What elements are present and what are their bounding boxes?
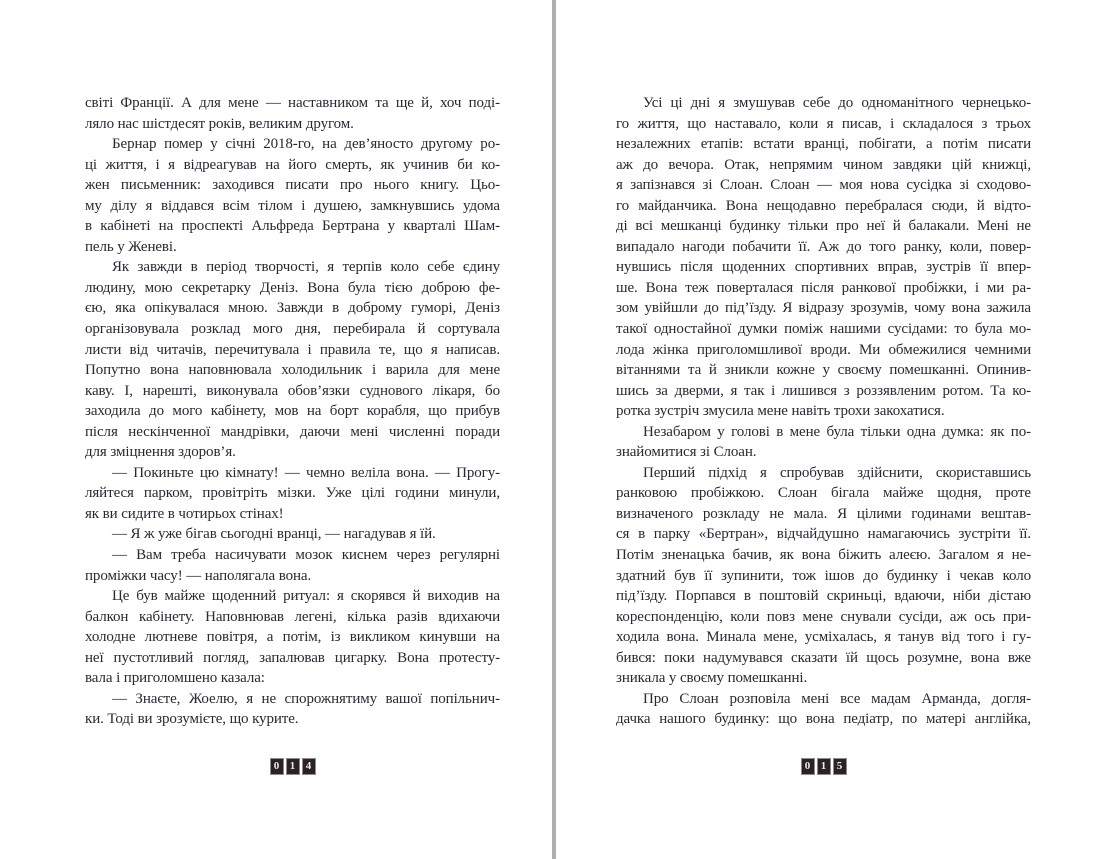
text-line: му ділу я віддався всім тілом і душею, замкнувшись удома xyxy=(85,197,500,214)
text-line: після нескінченної мандрівки, даючи мені численні поради xyxy=(85,423,500,440)
text-line: випадало нагоди побачити її. Аж до того ранку, коли, повер- xyxy=(616,238,1031,255)
text-line: ше. Вона теж поверталася після ранкової пробіжки, і ми ра- xyxy=(616,279,1031,296)
text-line: людину, мою секретарку Деніз. Вона була тією доброю фе- xyxy=(85,279,500,296)
text-line: зом увійшли до під’їзду. Я відразу зрозумів, чому вона зажила xyxy=(616,300,1031,317)
text-line: ці життя, і я відреагував на його смерть, як учинив би ко- xyxy=(85,156,500,173)
text-line: я запізнався зі Слоан. Слоан — моя нова сусідка зі сходово- xyxy=(616,177,1031,194)
text-line: знайомитися зі Слоан. xyxy=(616,444,757,461)
page-number-digit: 5 xyxy=(833,758,847,775)
text-line: ляйтеся парком, провітріть мізки. Уже цілі години минули, xyxy=(85,485,500,502)
text-line: аж до вечора. Отак, непрямим чином завдяки цій книжці, xyxy=(616,156,1031,173)
page-number-digit: 0 xyxy=(270,758,284,775)
text-line: бився: поки надумувався сказати їй щось розумне, вона вже xyxy=(616,649,1031,666)
page-number-digit: 1 xyxy=(817,758,831,775)
text-line: вала і приголомшено казала: xyxy=(85,670,265,687)
text-line: ді всі мешканці будинку тільки про неї й балакали. Мені не xyxy=(616,218,1031,235)
text-line: в кабінеті на проспекті Альфреда Бертрана у кварталі Шам- xyxy=(85,218,500,235)
page-right-number xyxy=(616,758,1031,775)
page-left-text xyxy=(85,93,500,730)
page-right-text xyxy=(616,93,1031,730)
text-line: заходила до мого кабінету, мов на борт корабля, що прибув xyxy=(85,403,500,420)
text-line: шись за дверми, я так і лишився з роззявленим ротом. Та ко- xyxy=(616,382,1031,399)
text-line: холодне лютневе повітря, а потім, із викликом кинувши на xyxy=(85,629,500,646)
page-number-digit: 4 xyxy=(302,758,316,775)
text-line: Бернар помер у січні 2018-го, на дев’яносто другому ро- xyxy=(112,136,500,153)
page-left-number xyxy=(85,758,500,775)
text-line: Незабаром у голові в мене була тільки одна думка: як по- xyxy=(643,423,1031,440)
text-line: здатний був її зупинити, тож ішов до будинку і чекав коло xyxy=(616,567,1031,584)
page-number-digit: 1 xyxy=(286,758,300,775)
text-line: — Знаєте, Жоелю, я не спорожнятиму вашої попільнич- xyxy=(112,690,500,707)
text-line: Як завжди в період творчості, я терпів коло себе єдину xyxy=(112,259,500,276)
text-line: Про Слоан розповіла мені все мадам Арманда, догля- xyxy=(643,690,1031,707)
text-line: каву. І, нарешті, виконувала обов’язки суднового лікаря, бо xyxy=(85,382,500,399)
text-line: Перший підхід я спробував здійснити, скориставшись xyxy=(643,464,1031,481)
text-line: єю, яка опікувалася мною. Завжди в доброму гуморі, Деніз xyxy=(85,300,500,317)
page-left xyxy=(0,0,552,859)
text-line: нувшись після щоденних спортивних вправ, зустрів її впер- xyxy=(616,259,1031,276)
text-line: зникала у своєму помешканні. xyxy=(616,670,808,687)
text-line: лода жінка приголомшливої вроди. Ми обмежилися чемними xyxy=(616,341,1031,358)
text-line: вітаннями та й зникли кожне у своєму помешканні. Опинив- xyxy=(616,362,1031,379)
text-line: ротка зустріч змусила мене навіть трохи закохатися. xyxy=(616,403,945,420)
text-line: Це був майже щоденний ритуал: я скорявся й виходив на xyxy=(112,588,500,605)
text-line: Усі ці дні я змушував себе до одноманітного чернецько- xyxy=(643,95,1031,111)
text-line: пель у Женеві. xyxy=(85,238,177,255)
text-line: жен письменник: заходився писати про нього книгу. Цьо- xyxy=(85,177,500,194)
page-number-digit: 0 xyxy=(801,758,815,775)
text-line: ляло нас шістдесят років, великим другом. xyxy=(85,115,354,132)
text-line: визначеного розкладу не мала. Я цілими годинами вештав- xyxy=(616,505,1031,522)
text-line: організовувала розклад мого дня, перебирала й сортувала xyxy=(85,321,500,338)
text-line: незалежних етапів: встати вранці, побігати, а потім писати xyxy=(616,136,1031,153)
text-line: листи від читачів, перечитувала і правила те, що я написав. xyxy=(85,341,500,358)
text-line: під’їзду. Порпався в поштовій скриньці, вдаючи, ніби дістаю xyxy=(616,588,1031,605)
text-line: неї пустотливий погляд, запалював цигарку. Вона протесту- xyxy=(85,649,500,666)
text-line: світі Франції. А для мене — наставником та ще й, хоч поді- xyxy=(85,95,500,111)
text-line: як ви сидите в чотирьох стінах! xyxy=(85,505,284,522)
text-line: такої одностайної думки поміж нашими сусідами: то була мо- xyxy=(616,321,1031,338)
page-right xyxy=(556,0,1105,859)
text-line: ранковою пробіжкою. Слоан бігала майже щодня, проте xyxy=(616,485,1031,502)
text-line: — Вам треба насичувати мозок киснем через регулярні xyxy=(112,547,500,564)
text-line: Потім зненацька бачив, як вона біжить алеєю. Загалом я не- xyxy=(616,547,1031,564)
text-line: проміжки часу! — наполягала вона. xyxy=(85,567,312,584)
text-line: ся в парку «Бертран», відчайдушно намагаючись зустріти її. xyxy=(616,526,1031,543)
text-line: кореспонденцію, коли повз мене снували сусіди, аж ось при- xyxy=(616,608,1031,625)
text-line: — Я ж уже бігав сьогодні вранці, — нагадував я їй. xyxy=(112,526,436,543)
text-line: ки. Тоді ви зрозумієте, що курите. xyxy=(85,711,299,728)
text-line: для зміцнення здоров’я. xyxy=(85,444,236,461)
text-line: ходила вона. Минала мене, усміхалась, я танув від того і гу- xyxy=(616,629,1031,646)
text-line: балкон кабінету. Наповнював легені, кілька разів вдихаючи xyxy=(85,608,500,625)
text-line: го життя, що наставало, коли я писав, і складалося з трьох xyxy=(616,115,1031,132)
text-line: Попутно вона наповнювала холодильник і варила для мене xyxy=(85,362,500,379)
text-line: го майданчика. Вона нещодавно перебралася сюди, й відто- xyxy=(616,197,1031,214)
text-line: — Покиньте цю кімнату! — чемно веліла вона. — Прогу- xyxy=(112,464,500,481)
text-line: дачка нашого будинку: що вона педіатр, по матері англійка, xyxy=(616,711,1031,728)
